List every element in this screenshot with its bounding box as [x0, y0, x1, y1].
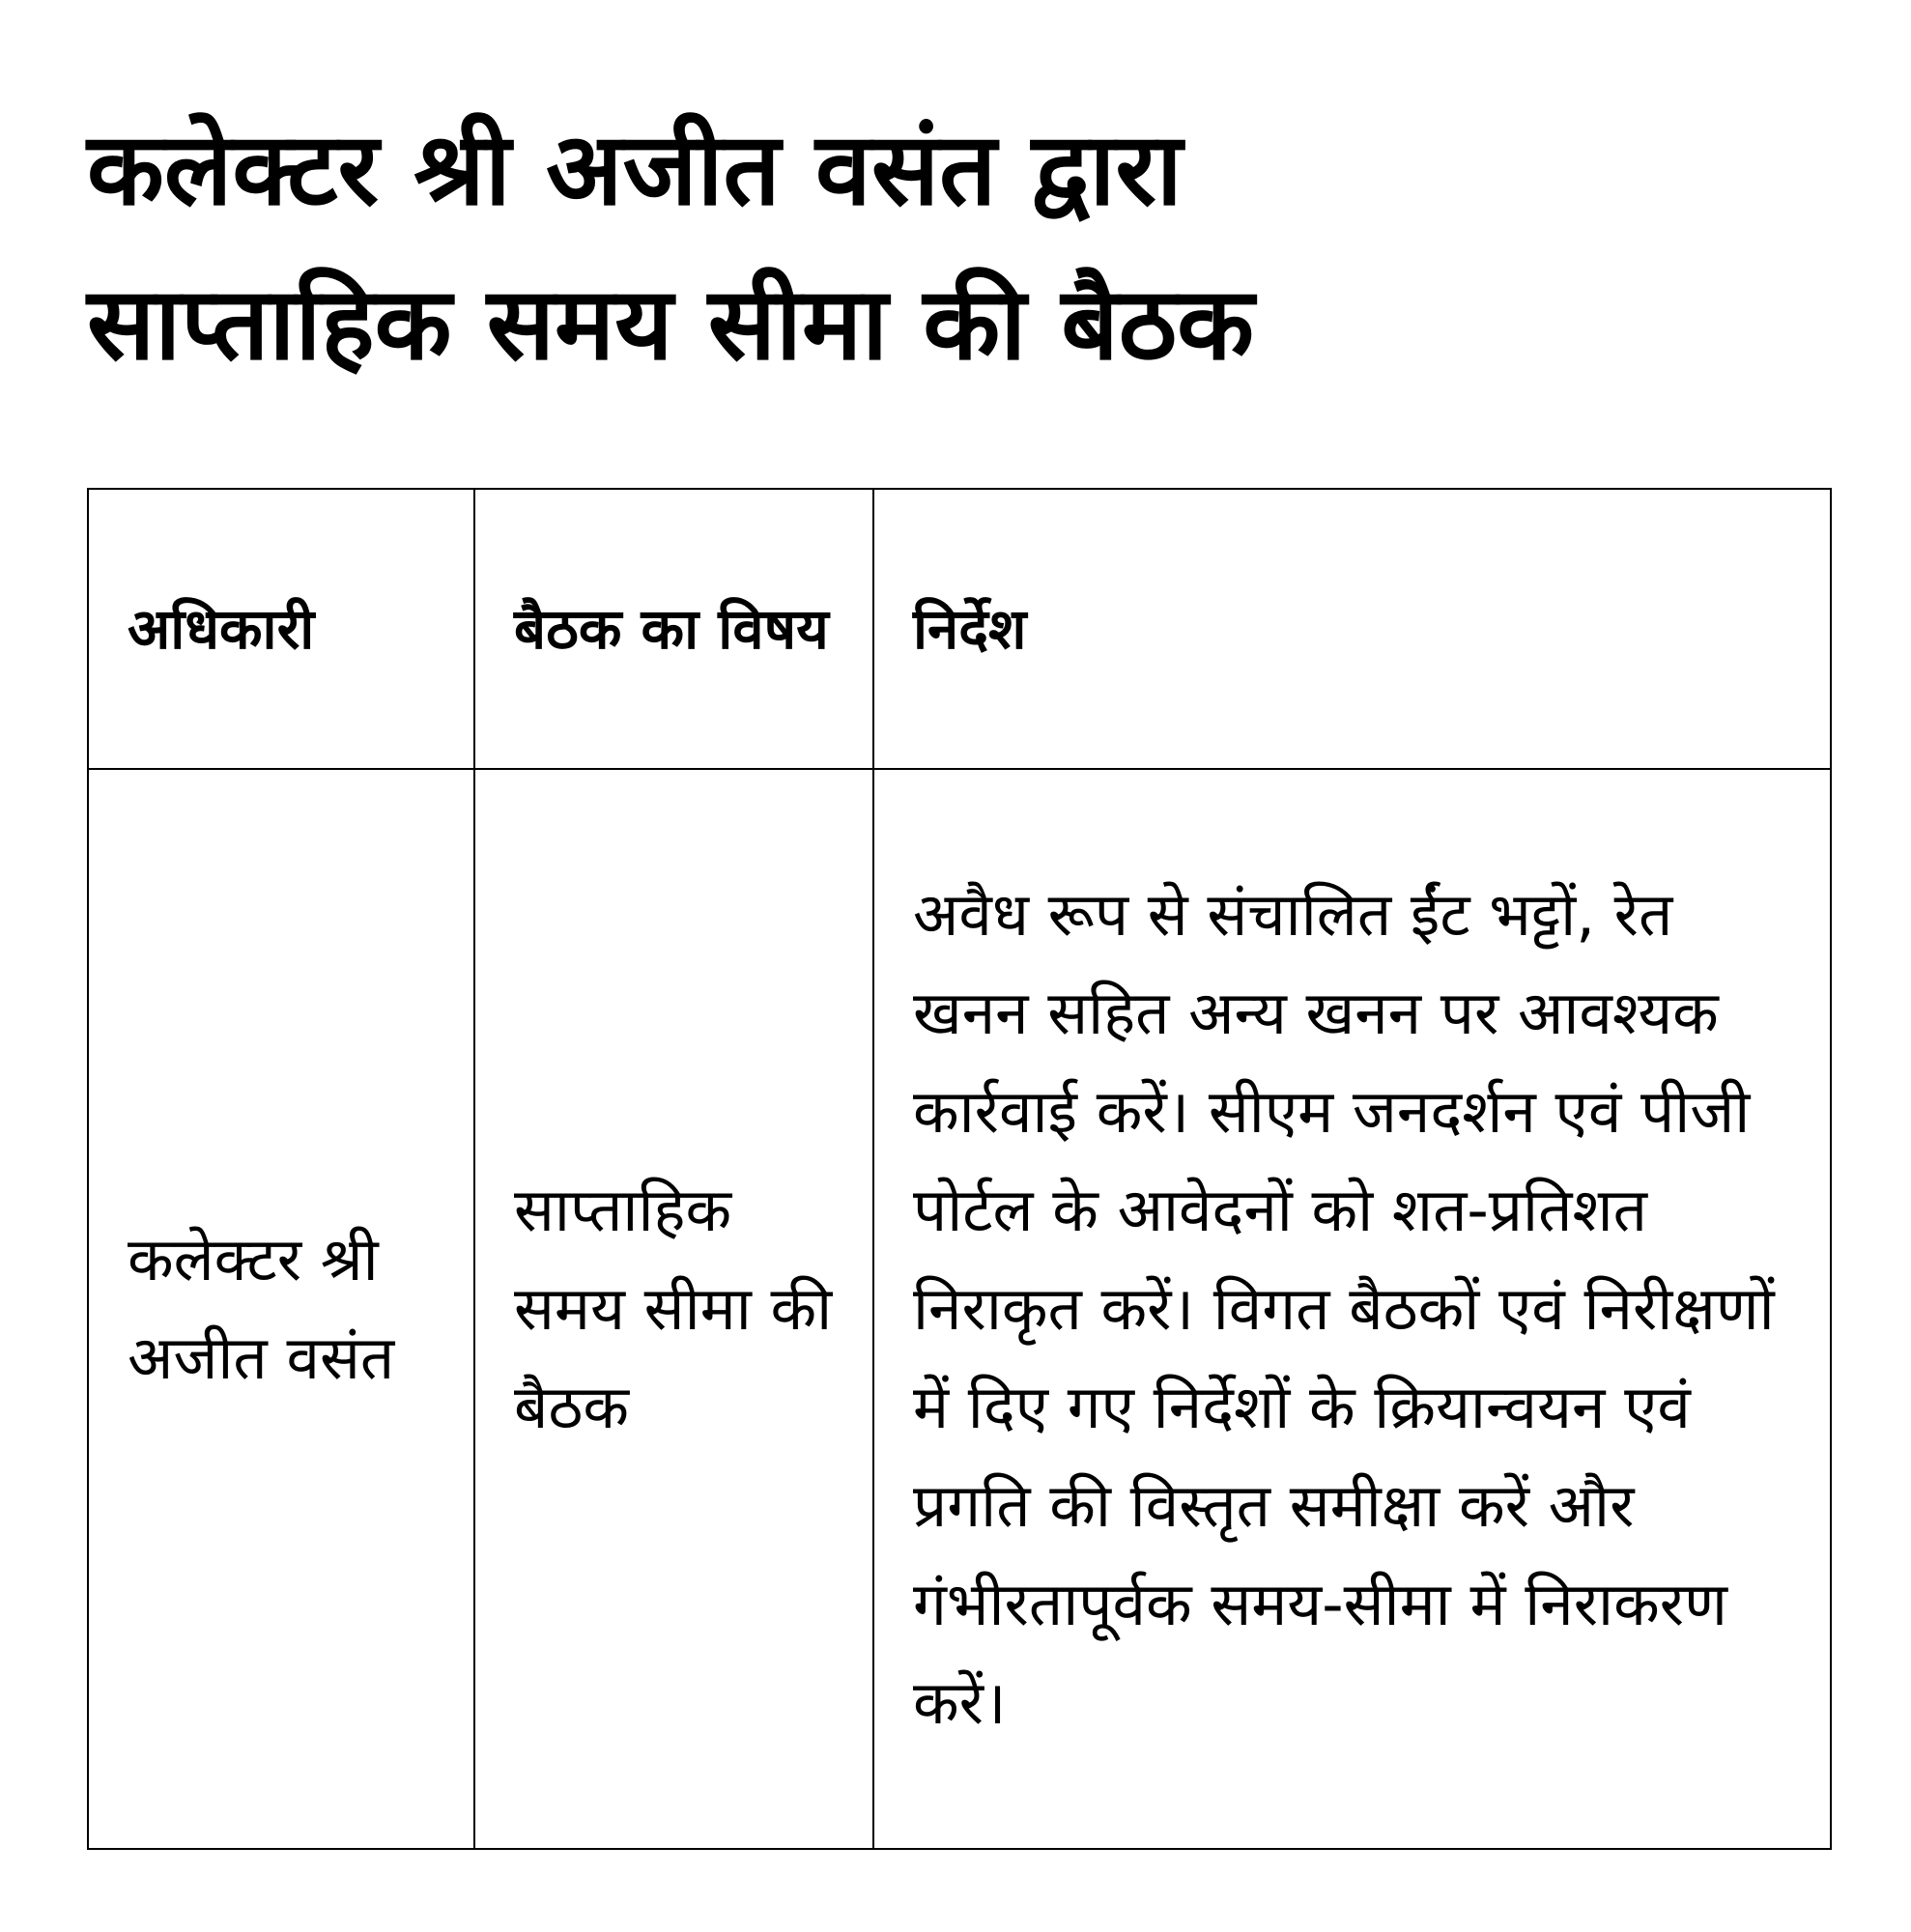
page-title	[87, 92, 1729, 401]
cell-officer: कलेक्टर श्री अजीत वसंत	[88, 769, 474, 1849]
table-header	[88, 489, 1831, 769]
page-title-line-1: कलेक्टर श्री अजीत वसंत द्वारा	[87, 110, 1183, 228]
table-row	[88, 769, 1831, 1849]
header-directives: निर्देश	[873, 489, 1831, 769]
table-body	[88, 769, 1831, 1849]
table-header-row	[88, 489, 1831, 769]
cell-subject: साप्ताहिक समय सीमा की बैठक	[474, 769, 873, 1849]
page-title-line-2: साप्ताहिक समय सीमा की बैठक	[87, 265, 1255, 383]
cell-directives: अवैध रूप से संचालित ईंट भट्टों, रेत खनन सहित अन्य खनन पर आवश्यक कार्रवाई करें। सीएम जनदर्शन एवं पीजी पोर्टल के आवेदनों को शत-प्रतिशत निराकृत करें। विगत बैठकों एवं निरीक्षणों में दिए गए निर्देशों के क्रियान्वयन एवं प्रगति की विस्तृत समीक्षा करें और गंभीरतापूर्वक समय-सीमा में निराकरण करें।	[873, 769, 1831, 1849]
directives-table	[87, 488, 1832, 1850]
header-officer: अधिकारी	[88, 489, 474, 769]
header-subject: बैठक का विषय	[474, 489, 873, 769]
